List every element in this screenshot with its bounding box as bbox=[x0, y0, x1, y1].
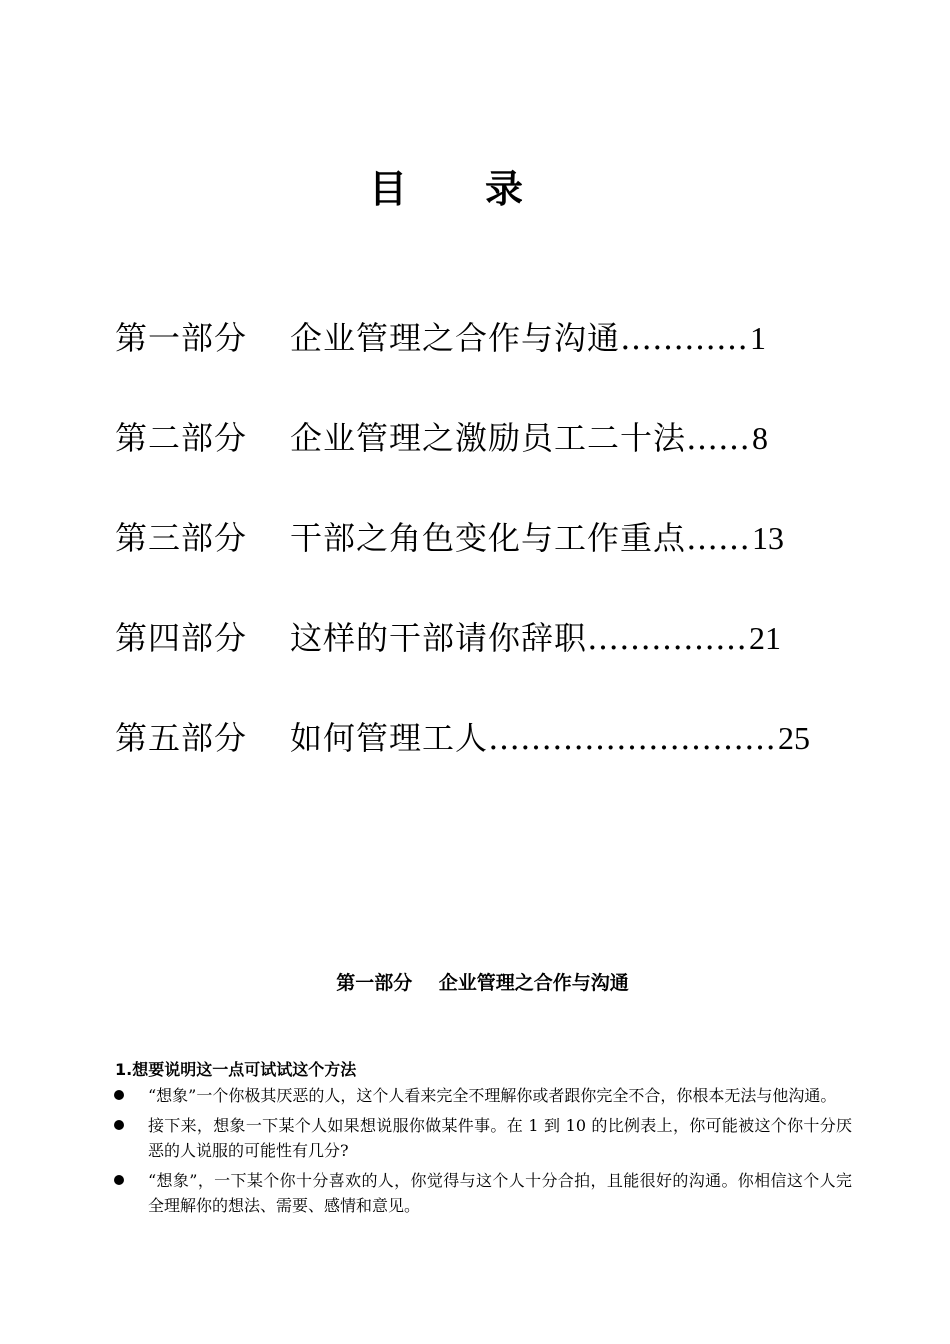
bullet-dot-icon bbox=[114, 1120, 124, 1130]
toc-entry-leader: ……………………… bbox=[488, 719, 777, 757]
toc-entry-3[interactable] bbox=[115, 512, 835, 612]
toc-entry-name: 如何管理工人 bbox=[290, 719, 489, 757]
toc-list bbox=[115, 312, 835, 812]
toc-entry-name: 企业管理之合作与沟通 bbox=[290, 319, 621, 357]
toc-entry-name: 干部之角色变化与工作重点 bbox=[290, 519, 687, 557]
bullet-item-2 bbox=[112, 1113, 852, 1163]
toc-entry-name: 企业管理之激励员工二十法 bbox=[290, 419, 687, 457]
sub-heading: 1.想要说明这一点可试试这个方法 bbox=[115, 1060, 357, 1079]
toc-entry-part: 第一部分 bbox=[115, 319, 248, 357]
toc-entry-page: 8 bbox=[752, 420, 769, 456]
toc-entry-page: 1 bbox=[750, 320, 767, 356]
bullet-text: 接下来，想象一下某个人如果想说服你做某件事。在 1 到 10 的比例表上，你可能被这个你十分厌恶的人说服的可能性有几分? bbox=[148, 1116, 852, 1160]
toc-entry-5[interactable] bbox=[115, 712, 835, 812]
toc-entry-part: 第二部分 bbox=[115, 419, 248, 457]
toc-entry-part: 第四部分 bbox=[115, 619, 248, 657]
bullet-list bbox=[112, 1083, 852, 1223]
bullet-item-3 bbox=[112, 1168, 852, 1218]
toc-entry-part: 第五部分 bbox=[115, 719, 248, 757]
toc-entry-2[interactable] bbox=[115, 412, 835, 512]
bullet-text: “想象”一个你极其厌恶的人，这个人看来完全不理解你或者跟你完全不合，你根本无法与他沟通。 bbox=[148, 1086, 837, 1105]
toc-title: 目录 bbox=[368, 167, 601, 211]
section-title: 第一部分 企业管理之合作与沟通 bbox=[336, 972, 629, 994]
toc-entry-page: 21 bbox=[749, 620, 782, 656]
toc-entry-leader: …………… bbox=[587, 619, 748, 657]
toc-entry-page: 25 bbox=[778, 720, 811, 756]
toc-entry-part: 第三部分 bbox=[115, 519, 248, 557]
bullet-dot-icon bbox=[114, 1090, 124, 1100]
toc-entry-4[interactable] bbox=[115, 612, 835, 712]
toc-entry-page: 13 bbox=[752, 520, 785, 556]
bullet-item-1 bbox=[112, 1083, 852, 1108]
toc-entry-leader: ………… bbox=[620, 319, 749, 357]
toc-entry-1[interactable] bbox=[115, 312, 835, 412]
toc-entry-leader: …… bbox=[686, 419, 751, 457]
toc-entry-leader: …… bbox=[686, 519, 751, 557]
bullet-text: “想象”，一下某个你十分喜欢的人，你觉得与这个人十分合拍，且能很好的沟通。你相信这个人完全理解你的想法、需要、感情和意见。 bbox=[148, 1171, 852, 1215]
toc-entry-name: 这样的干部请你辞职 bbox=[290, 619, 588, 657]
bullet-dot-icon bbox=[114, 1175, 124, 1185]
